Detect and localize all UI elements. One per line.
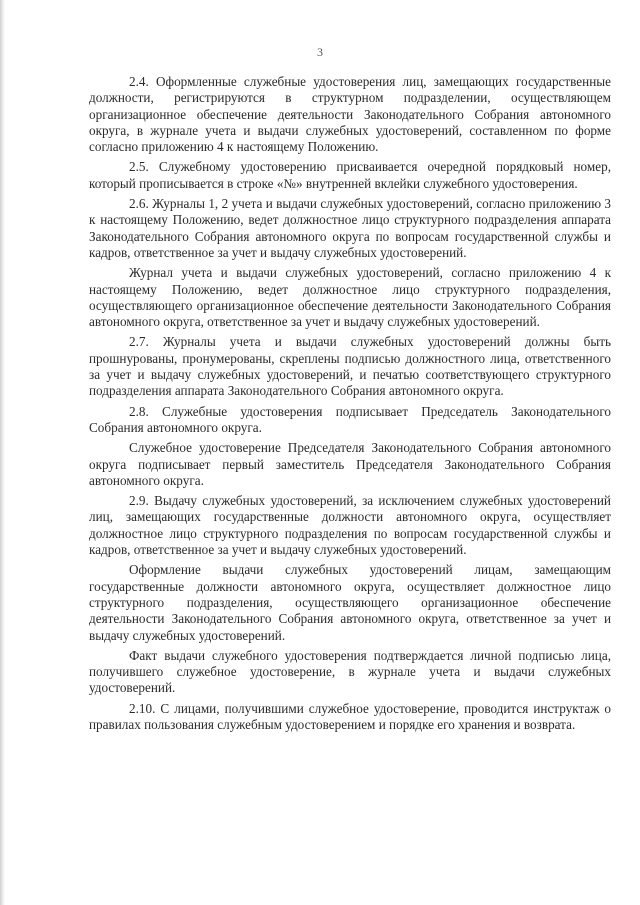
paragraph-2-6: 2.6. Журналы 1, 2 учета и выдачи служебных удостоверений, согласно приложению 3 к настоящему Положению, ведет должностное лицо структурного подразделения аппарата Законодательного Собрания автономного округа по вопросам государственной службы и кадров, ответственное за учет и выдачу служебных удостоверений. (89, 196, 611, 260)
paragraph-2-6-journal: Журнал учета и выдачи служебных удостоверений, согласно приложению 4 к настоящему Положению, ведет должностное лицо структурного подразделения, осуществляющего организационное обеспечение деятельности Законодательного Собрания автономного округа, ответственное за учет и выдачу служебных удостоверений. (89, 265, 611, 330)
paragraph-2-9-fact: Факт выдачи служебного удостоверения подтверждается личной подписью лица, получившего служебное удостоверение, в журнале учета и выдачи служебных удостоверений. (89, 647, 611, 696)
paragraph-2-8: 2.8. Служебные удостоверения подписывает Председатель Законодательного Собрания автономного округа. (89, 403, 611, 435)
paragraph-2-9: 2.9. Выдачу служебных удостоверений, за исключением служебных удостоверений лиц, замещающих государственные должности автономного округа, осуществляет должностное лицо структурного подразделения по вопросам государственной службы и кадров, ответственное за учет и выдачу служебных удостоверений. (89, 493, 611, 558)
paragraph-2-10: 2.10. С лицами, получившими служебное удостоверение, проводится инструктаж о правилах пользования служебным удостоверением и порядке его хранения и возврата. (89, 700, 611, 732)
paragraph-2-4: 2.4. Оформленные служебные удостоверения лиц, замещающих государственные должности, регистрируются в структурном подразделении, осуществляющем организационное обеспечение деятельности Законодательного Собрания автономного округа, в журнале учета и выдачи служебных удостоверений, составленном по форме согласно приложению 4 к настоящему Положению. (89, 74, 611, 155)
paragraph-2-5: 2.5. Служебному удостоверению присваивается очередной порядковый номер, который прописывается в строке «№» внутренней вклейки служебного удостоверения. (89, 159, 611, 191)
document-body (89, 74, 611, 737)
paragraph-2-8-chairman: Служебное удостоверение Председателя Законодательного Собрания автономного округа подписывает первый заместитель Председателя Законодательного Собрания автономного округа. (89, 440, 611, 488)
scan-edge (0, 0, 5, 905)
page-number: 3 (317, 45, 323, 59)
paragraph-2-7: 2.7. Журналы учета и выдачи служебных удостоверений должны быть прошнурованы, пронумерованы, скреплены подписью должностного лица, ответственного за учет и выдачу служебных удостоверений, и печатью соответствующего структурного подразделения аппарата Законодательного Собрания автономного округа. (89, 334, 611, 399)
paragraph-2-9-registration: Оформление выдачи служебных удостоверений лицам, замещающим государственные должности автономного округа, осуществляет должностное лицо структурного подразделения, осуществляющего организационное обеспечение деятельности Законодательного Собрания автономного округа, ответственное за учет и выдачу служебных удостоверений. (89, 562, 611, 643)
